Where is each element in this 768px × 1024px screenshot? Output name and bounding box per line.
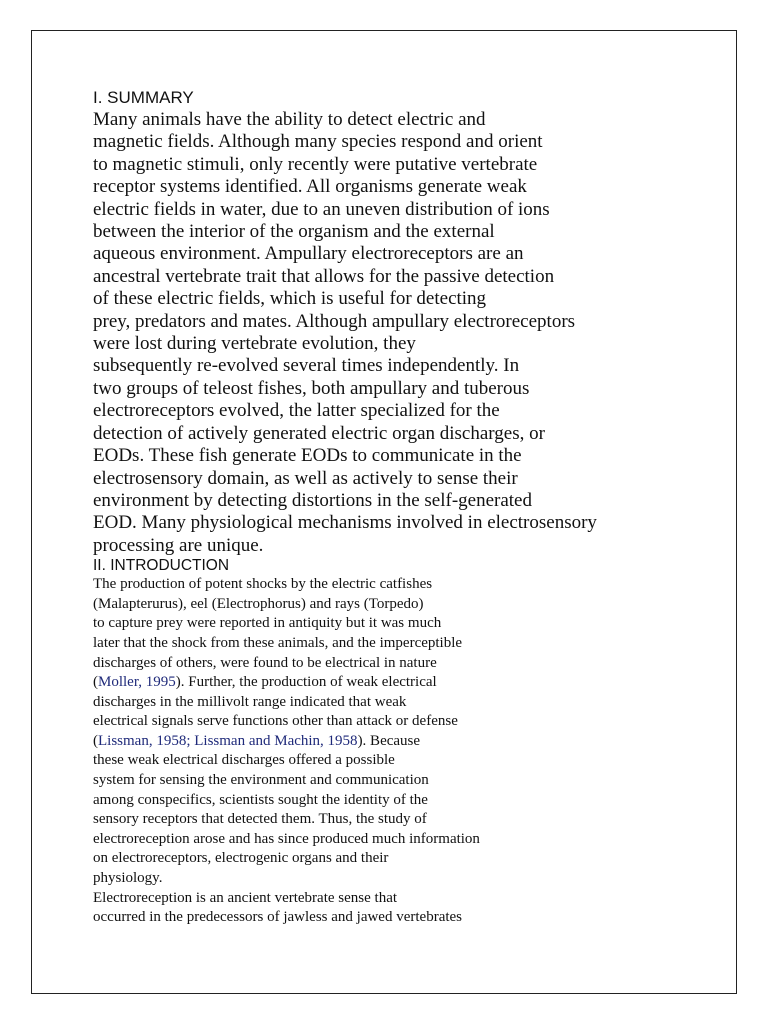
intro-line: discharges in the millivolt range indicated that weak (93, 693, 407, 710)
intro-line: Electroreception is an ancient vertebrate sense that (93, 889, 398, 906)
intro-line: physiology. (93, 870, 163, 887)
citation-link-lissman[interactable]: Lissman, 1958; Lissman and Machin, 1958 (98, 732, 358, 749)
summary-line: ancestral vertebrate trait that allows for the passive detection (93, 265, 555, 287)
intro-line: later that the shock from these animals, and the imperceptible (93, 634, 463, 651)
intro-line-rest: ). Further, the production of weak electrical (175, 674, 437, 691)
intro-line: on electroreceptors, electrogenic organs and their (93, 850, 389, 867)
intro-line: (Malapterurus), eel (Electrophorus) and rays (Torpedo) (93, 595, 424, 612)
summary-line: electric fields in water, due to an uneven distribution of ions (93, 198, 550, 220)
intro-line: The production of potent shocks by the electric catfishes (93, 576, 433, 593)
summary-line: processing are unique. (93, 534, 264, 556)
summary-line: subsequently re-evolved several times independently. In (93, 355, 520, 377)
summary-line: to magnetic stimuli, only recently were putative vertebrate (93, 153, 538, 175)
summary-line: Many animals have the ability to detect electric and (93, 109, 486, 130)
summary-line: between the interior of the organism and the external (93, 221, 495, 243)
intro-line-with-citation (93, 673, 693, 693)
summary-line: EOD. Many physiological mechanisms involved in electrosensory (93, 512, 597, 534)
summary-line: prey, predators and mates. Although ampullary electroreceptors (93, 310, 576, 332)
intro-line-rest: ). Because (357, 732, 421, 749)
summary-line: receptor systems identified. All organisms generate weak (93, 176, 527, 198)
introduction-paragraph (93, 575, 693, 928)
paren-open: ( (93, 674, 98, 691)
summary-line: aqueous environment. Ampullary electroreceptors are an (93, 243, 524, 265)
intro-line: sensory receptors that detected them. Thus, the study of (93, 811, 427, 828)
citation-link-moller[interactable]: Moller, 1995 (98, 674, 176, 691)
intro-line: electrical signals serve functions other than attack or defense (93, 713, 458, 730)
summary-heading: I. SUMMARY (93, 88, 194, 107)
summary-line: were lost during vertebrate evolution, they (93, 333, 416, 355)
intro-line: discharges of others, were found to be electrical in nature (93, 654, 437, 671)
introduction-heading: II. INTRODUCTION (93, 557, 230, 575)
intro-line: these weak electrical discharges offered a possible (93, 752, 395, 769)
summary-line: EODs. These fish generate EODs to communicate in the (93, 445, 522, 467)
intro-line: electroreception arose and has since produced much information (93, 830, 480, 847)
summary-line: electrosensory domain, as well as actively to sense their (93, 467, 518, 489)
summary-line: of these electric fields, which is useful for detecting (93, 288, 487, 310)
summary-line: detection of actively generated electric organ discharges, or (93, 422, 545, 444)
intro-line-with-citation (93, 732, 693, 752)
summary-line: electroreceptors evolved, the latter specialized for the (93, 400, 500, 422)
intro-line: occurred in the predecessors of jawless and jawed vertebrates (93, 909, 463, 926)
summary-paragraph (93, 109, 693, 557)
summary-line: two groups of teleost fishes, both ampullary and tuberous (93, 377, 530, 399)
paren-open: ( (93, 732, 98, 749)
summary-line: magnetic fields. Although many species respond and orient (93, 131, 543, 153)
intro-line: among conspecifics, scientists sought the identity of the (93, 791, 428, 808)
intro-line: system for sensing the environment and communication (93, 772, 429, 789)
intro-line: to capture prey were reported in antiquity but it was much (93, 615, 442, 632)
summary-line: environment by detecting distortions in the self-generated (93, 489, 532, 511)
document-body (93, 87, 693, 928)
